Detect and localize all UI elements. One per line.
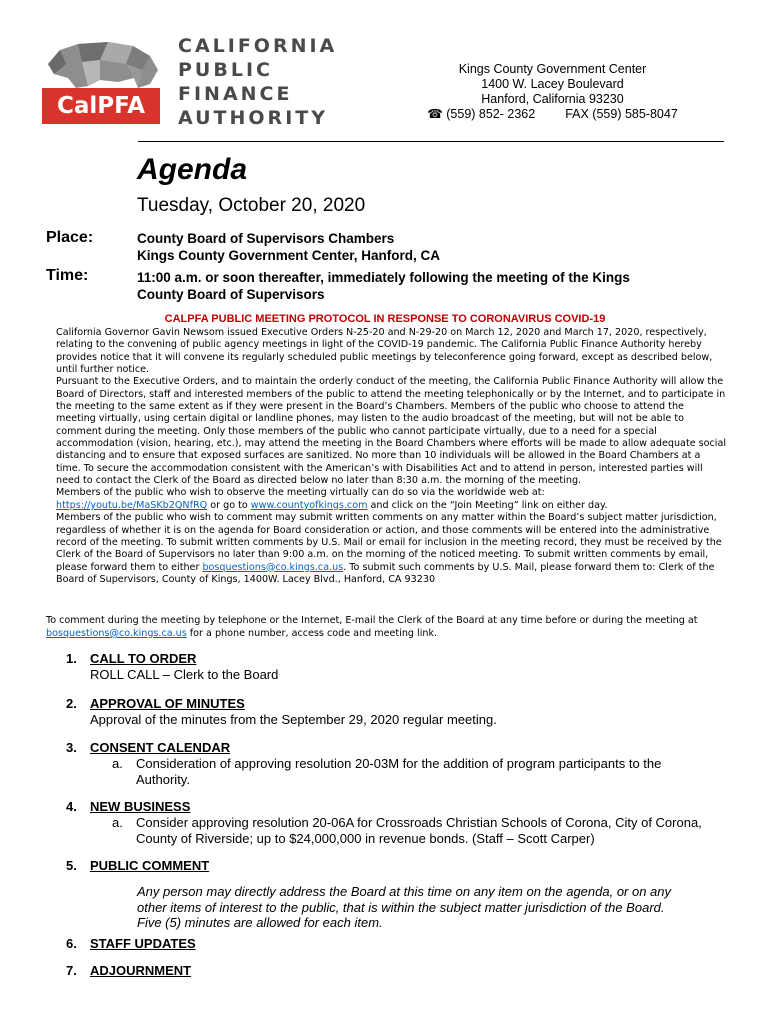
protocol-text: for a phone number, access code and meeting link. bbox=[186, 628, 438, 639]
email-link-2[interactable]: bosquestions@co.kings.ca.us bbox=[46, 628, 187, 639]
sub-item-text: Consideration of approving resolution 20-03M for the addition of program participants to the Authority. bbox=[136, 756, 662, 787]
protocol-text: Members of the public who wish to comment may submit written comments on any matter within the Board’s subject matter jurisdiction, regardless of whether it is on the agenda for Board consideration or action, and those comments will be entered into the administrative record of the meeting. To submit written comments by U.S. Mail or email for inclusion in the meeting record, they must be received by the Clerk of the Board of Supervisors no later than 9:00 a.m. on the morning of the noticed meeting. To submit written comments by email, please forward them to either bbox=[56, 512, 722, 573]
protocol-text: Members of the public who wish to observe the meeting virtually can do so via the worldwide web at: bbox=[56, 487, 545, 499]
email-link[interactable]: bosquestions@co.kings.ca.us bbox=[202, 561, 344, 573]
header-divider bbox=[138, 141, 724, 142]
item-number: 7. bbox=[66, 963, 77, 978]
calpfa-badge: CalPFA bbox=[42, 88, 160, 124]
protocol-paragraph bbox=[46, 512, 726, 586]
county-website-link[interactable]: www.countyofkings.com bbox=[250, 499, 368, 511]
item-number: 1. bbox=[66, 651, 77, 666]
time-line: County Board of Supervisors bbox=[137, 287, 325, 302]
item-number: 6. bbox=[66, 936, 77, 951]
item-detail: Approval of the minutes from the September 29, 2020 regular meeting. bbox=[90, 712, 497, 727]
protocol-heading: CALPFA PUBLIC MEETING PROTOCOL IN RESPONSE TO CORONAVIRUS COVID-19 bbox=[164, 313, 606, 325]
address-line: 1400 W. Lacey Boulevard bbox=[481, 77, 624, 91]
protocol-text: . To submit such comments by U.S. Mail, please forward them to: Clerk of the Board of Supervisors, County of Kings, 1400W. Lacey Blvd., Hanford, CA 93230 bbox=[56, 561, 715, 585]
item-number: 5. bbox=[66, 858, 77, 873]
contact-line bbox=[405, 107, 700, 122]
page-title: Agenda bbox=[137, 153, 248, 186]
item-detail: ROLL CALL – Clerk to the Board bbox=[90, 667, 279, 682]
item-title: STAFF UPDATES bbox=[90, 936, 196, 951]
logo-line: CALIFORNIA bbox=[178, 35, 338, 57]
time-line: 11:00 a.m. or soon thereafter, immediately following the meeting of the Kings bbox=[137, 270, 630, 285]
meeting-date: Tuesday, October 20, 2020 bbox=[137, 195, 366, 216]
item-title: NEW BUSINESS bbox=[90, 799, 191, 814]
item-title: PUBLIC COMMENT bbox=[90, 858, 210, 873]
protocol-text: or go to bbox=[207, 499, 251, 511]
item-title: CONSENT CALENDAR bbox=[90, 740, 231, 755]
logo-wordmark bbox=[178, 34, 337, 130]
sub-item-letter: a. bbox=[112, 756, 123, 771]
logo-line: FINANCE bbox=[178, 83, 293, 105]
protocol-text: and click on the “Join Meeting” link on either day. bbox=[367, 499, 608, 511]
protocol-paragraph bbox=[46, 487, 726, 512]
item-number: 4. bbox=[66, 799, 77, 814]
protocol-body bbox=[46, 327, 726, 586]
fax-number: FAX (559) 585-8047 bbox=[565, 107, 678, 121]
place-line: County Board of Supervisors Chambers bbox=[137, 231, 395, 246]
item-number: 3. bbox=[66, 740, 77, 755]
item-title: ADJOURNMENT bbox=[90, 963, 192, 978]
protocol-text: To comment during the meeting by telephone or the Internet, E-mail the Clerk of the Board at any time before or during the meeting at bbox=[46, 615, 698, 626]
address-line: Hanford, California 93230 bbox=[481, 92, 624, 106]
item-title: APPROVAL OF MINUTES bbox=[90, 696, 245, 711]
item-number: 2. bbox=[66, 696, 77, 711]
youtube-link[interactable]: https://youtu.be/MaSKb2QNfRQ bbox=[56, 499, 208, 511]
item-title: CALL TO ORDER bbox=[90, 651, 197, 666]
public-comment-note: Any person may directly address the Board at this time on any item on the agenda, or on any other items of interest to the public, that is within the subject matter jurisdiction of the Board. Five (5) minutes are allowed for each item. bbox=[137, 884, 672, 930]
phone-number: ☎ (559) 852- 2362 bbox=[427, 107, 536, 121]
place-value bbox=[137, 230, 697, 264]
teleconference-note bbox=[46, 614, 726, 640]
protocol-paragraph: California Governor Gavin Newsom issued Executive Orders N-25-20 and N-29-20 on March 12, 2020 and March 17, 2020, respectively, relating to the convening of public agency meetings in light of the COVID-19 pandemic. The California Public Finance Authority hereby provides notice that it will convene its regularly scheduled public meetings by teleconference going forward, except as described below, until further notice. bbox=[56, 327, 713, 376]
sub-item-letter: a. bbox=[112, 815, 123, 830]
sub-item-text: Consider approving resolution 20-06A for Crossroads Christian Schools of Corona, City of Corona, County of Riverside; up to $24,000,000 in revenue bonds. (Staff – Scott Carper) bbox=[136, 815, 702, 846]
place-label: Place: bbox=[46, 229, 94, 246]
bear-icon bbox=[38, 34, 173, 94]
time-label: Time: bbox=[46, 267, 89, 284]
place-line: Kings County Government Center, Hanford, CA bbox=[137, 248, 441, 263]
address-line: Kings County Government Center bbox=[458, 62, 647, 76]
time-value bbox=[137, 269, 697, 303]
logo-line: AUTHORITY bbox=[178, 107, 328, 129]
protocol-paragraph: Pursuant to the Executive Orders, and to maintain the orderly conduct of the meeting, the California Public Finance Authority will allow the Board of Directors, staff and interested members of the public to attend the meeting telephonically or by the Internet, and to participate in the meeting to the same extent as if they were present in the Board’s Chambers. Members of the public who choose to attend the meeting virtually, using certain digital or landline phones, may listen to the audio broadcast of the meeting, but will not be able to comment during the meeting. Only those members of the public who cannot participate virtually, due to a need for a special accommodation (vision, hearing, etc.), may attend the meeting in the Board Chambers where efforts will be made to allow adequate social distancing and to ensure that exposed surfaces are sanitized. No more than 10 individuals will be allowed in the Board Chambers at a time. To secure the accommodation consistent with the American’s with Disabilities Act and to attend in person, interested parties will need to contact the Clerk of the Board as directed below no later than 8:30 a.m. the morning of the meeting. bbox=[56, 376, 727, 487]
address-block bbox=[405, 62, 700, 122]
logo-line: PUBLIC bbox=[178, 59, 273, 81]
